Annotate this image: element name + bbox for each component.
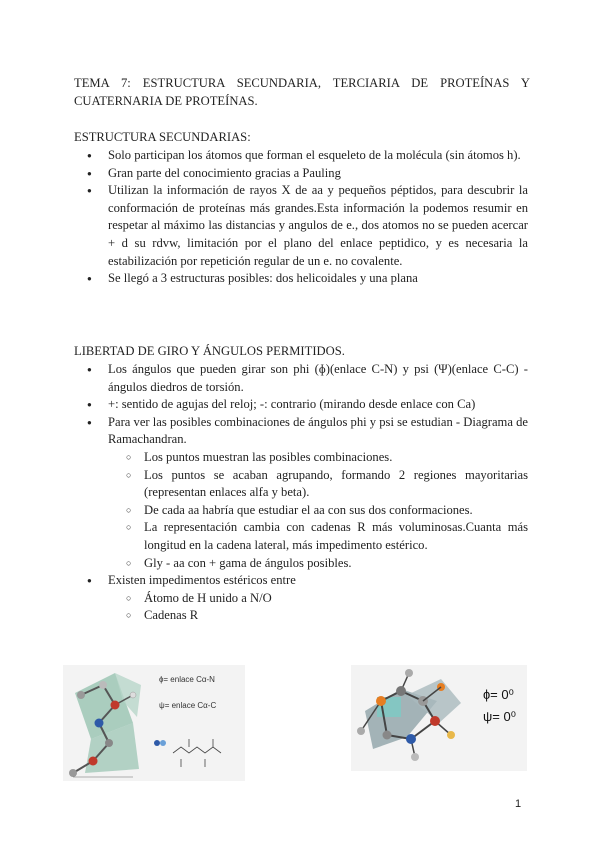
steric-text: Existen impedimentos estéricos entre bbox=[108, 573, 296, 588]
figure-right-psi-label: ψ= 0⁰ bbox=[483, 709, 516, 724]
list-item: ● Los ángulos que pueden girar son phi (ɸ)(enlace C-N) y psi (Ψ)(enlace C-C) - ángulos diedros de torsión. bbox=[74, 361, 528, 396]
figure-left-phi-label: ɸ= enlace Cα-N bbox=[159, 675, 215, 684]
sub-list-item: ○ Átomo de H unido a N/O bbox=[74, 590, 528, 608]
secondary-structure-list bbox=[74, 147, 528, 288]
sub-list-item: ○ Los puntos muestran las posibles combinaciones. bbox=[74, 449, 528, 467]
page-number: 1 bbox=[515, 798, 522, 810]
list-item: ● +: sentido de agujas del reloj; -: contrario (mirando desde enlace con Ca) bbox=[74, 396, 528, 414]
list-item: ● Utilizan la información de rayos X de aa y pequeños péptidos, para descubrir la conformación de proteínas más grandes.Esta información la podemos resumir en respetar al máximo las distancias y angulos de e., dos atomos no se pueden acercar + d su rdvw, limitación por el plano del enlace peptidico, y es necesaria la estabilización por repetición regular de un e. no covalente. bbox=[74, 182, 528, 270]
sub-list-item: ○ De cada aa habría que estudiar el aa con sus dos conformaciones. bbox=[74, 502, 528, 520]
steric-sublist bbox=[108, 590, 528, 625]
figure-molecular-model bbox=[351, 665, 527, 771]
list-item bbox=[74, 414, 528, 572]
rotation-list bbox=[74, 361, 528, 625]
figure-left-psi-label: ψ= enlace Cα-C bbox=[159, 701, 217, 710]
document-title bbox=[74, 74, 530, 110]
title-line-1: TEMA 7: ESTRUCTURA SECUNDARIA, TERCIARIA DE PROTEÍNAS Y bbox=[74, 76, 530, 90]
ramachandran-sublist bbox=[108, 449, 528, 572]
ramachandran-text: Para ver las posibles combinaciones de ángulos phi y psi se estudian - Diagrama de Ramachandran. bbox=[108, 414, 528, 447]
title-line-2: CUATERNARIA DE PROTEÍNAS. bbox=[74, 94, 258, 108]
section-heading-rotation: LIBERTAD DE GIRO Y ÁNGULOS PERMITIDOS. bbox=[74, 344, 345, 358]
section-heading-secondary: ESTRUCTURA SECUNDARIAS: bbox=[74, 130, 251, 144]
list-item: ● Se llegó a 3 estructuras posibles: dos helicoidales y una plana bbox=[74, 270, 528, 288]
sub-list-item: ○ Los puntos se acaban agrupando, formando 2 regiones mayoritarias (representan enlaces alfa y beta). bbox=[74, 467, 528, 502]
figure-right-phi-label: ɸ= 0⁰ bbox=[483, 687, 514, 702]
figure-peptide-backbone bbox=[63, 665, 245, 781]
sub-list-item: ○ Gly - aa con + gama de ángulos posibles. bbox=[74, 555, 528, 573]
list-item: ● Solo participan los átomos que forman el esqueleto de la molécula (sin átomos h). bbox=[74, 147, 528, 165]
sub-list-item: ○ Cadenas R bbox=[74, 607, 528, 625]
list-item: ● Gran parte del conocimiento gracias a Pauling bbox=[74, 165, 528, 183]
backbone-illustration bbox=[63, 665, 245, 781]
list-item bbox=[74, 572, 528, 625]
sub-list-item: ○ La representación cambia con cadenas R más voluminosas.Cuanta más longitud en la cadena lateral, más impedimento estérico. bbox=[74, 519, 528, 554]
